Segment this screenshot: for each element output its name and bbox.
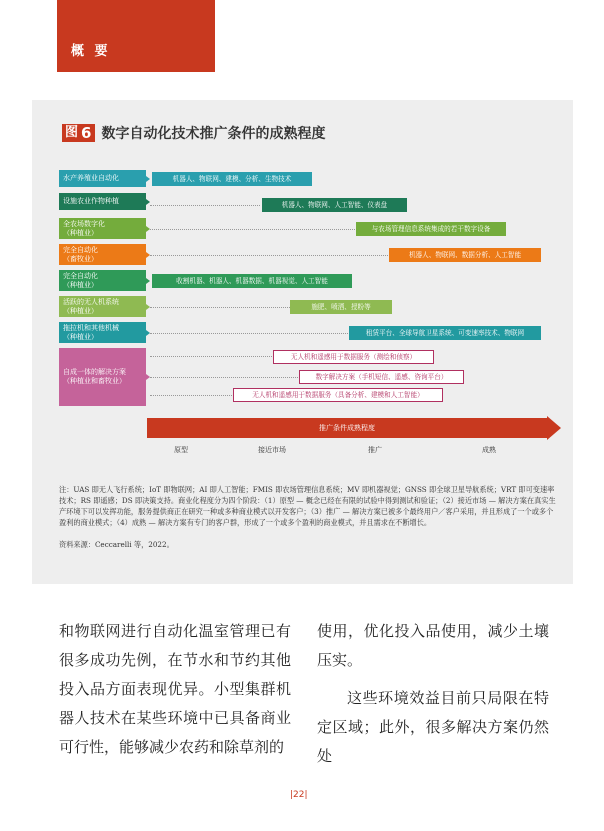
stage-near-market: 接近市场	[258, 446, 286, 454]
category-full-automation-livestock: 完全自动化 （畜牧业）	[59, 244, 146, 265]
category-active-drones: 活跃的无人机系统 （种植业）	[59, 296, 146, 317]
leader-line	[150, 377, 298, 378]
stage-prototype: 原型	[174, 446, 188, 454]
figure-title-text: 数字自动化技术推广条件的成熟程度	[101, 126, 326, 142]
leader-line	[150, 333, 348, 334]
category-self-contained-solutions: 自成一体的解决方案 （种植业和畜牧业）	[59, 348, 146, 406]
figure-badge	[62, 124, 95, 142]
category-protected-crops: 设施农业作物种植	[59, 193, 146, 210]
stage-rollout: 推广	[368, 446, 382, 454]
figure-badge-prefix: 图	[65, 125, 79, 140]
tech-bar-full-automation-crops: 收割机器、机器人、机器数据、机器视觉、人工智能	[152, 274, 352, 288]
leader-line	[150, 395, 232, 396]
figure-note: 注：UAS 即无人飞行系统；IoT 即物联网；AI 即人工智能；FMIS 即农场管理信息系统；MV 即机器视觉；GNSS 即全球卫星导航系统；VRT 即可变速率技术；RS 即遥感；DS 即决策支持。商业化程度分为四个阶段：（1）原型 — 概念已经在有限的试验中得到测试和验证；（2）接近市场 — 解决方案在真实生产环境下可以发挥功能，服务提供商正在研究一种或多种商业模式以开发客户；（3）推广 — 解决方案已被多个最终用户／客户采用，并且形成了一个或多个盈利的商业模式；（4）成熟 — 解决方案有专门的客户群，形成了一个或多个盈利的商业模式，并且需求在不断增长。	[59, 485, 556, 527]
category-aquaculture: 水产养殖业自动化	[59, 170, 146, 187]
leader-line	[150, 229, 355, 230]
figure-title	[62, 123, 325, 143]
category-whole-farm-digital: 全农场数字化 （种植业）	[59, 218, 146, 239]
figure-badge-number: 6	[81, 124, 92, 142]
stage-mature: 成熟	[482, 446, 496, 454]
leader-line	[150, 255, 388, 256]
tech-bar-drone-analytics: 无人机和遥感用于数据服务（具备分析、建模和人工智能）	[233, 388, 443, 402]
tech-bar-drone-data-services: 无人机和遥感用于数据服务（测绘和侦察）	[273, 350, 434, 364]
tech-bar-full-automation-livestock: 机器人、物联网、数据分析、人工智能	[389, 248, 541, 262]
category-tractors-machinery: 拖拉机和其他机械 （种植业）	[59, 322, 146, 343]
body-left-column: 和物联网进行自动化温室管理已有很多成功先例，在节水和节约其他投入品方面表现优异。小型集群机器人技术在某些环境中已具备商业可行性，能够减少农药和除草剂的	[59, 622, 291, 756]
tech-bar-protected-crops: 机器人、物联网、人工智能、仪表盘	[262, 198, 407, 212]
leader-line	[150, 356, 272, 357]
tech-bar-tractors-machinery: 租赁平台、全球导航卫星系统、可变速率技术、物联网	[349, 326, 541, 340]
maturity-progress-arrowhead	[547, 416, 561, 440]
body-right-para-2: 这些环境效益目前只局限在特定区域；此外，很多解决方案仍然处	[317, 689, 549, 765]
leader-line	[150, 205, 260, 206]
section-header-tab	[57, 0, 215, 72]
tech-bar-aquaculture: 机器人、物联网、建模、分析、生物技术	[152, 172, 312, 186]
maturity-progress-arrow	[147, 418, 547, 438]
tech-bar-digital-solutions: 数字解决方案（手机短信、遥感、咨询平台）	[299, 370, 464, 384]
maturity-progress-label: 推广条件成熟程度	[319, 424, 375, 432]
page-number: |22|	[290, 790, 308, 800]
leader-line	[150, 307, 290, 308]
tech-bar-whole-farm-digital: 与农场管理信息系统集成的若干数字设备	[356, 222, 506, 236]
tech-bar-active-drones: 施肥、喷洒、授粉等	[290, 300, 392, 314]
category-full-automation-crops: 完全自动化 （种植业）	[59, 270, 146, 291]
category-arrowhead	[146, 278, 150, 284]
body-right-para-1: 使用，优化投入品使用，减少土壤压实。	[317, 622, 549, 669]
figure-source: 资料来源：Ceccarelli 等，2022。	[59, 540, 174, 549]
category-arrowhead	[146, 176, 150, 182]
section-header-label: 概 要	[71, 44, 111, 59]
